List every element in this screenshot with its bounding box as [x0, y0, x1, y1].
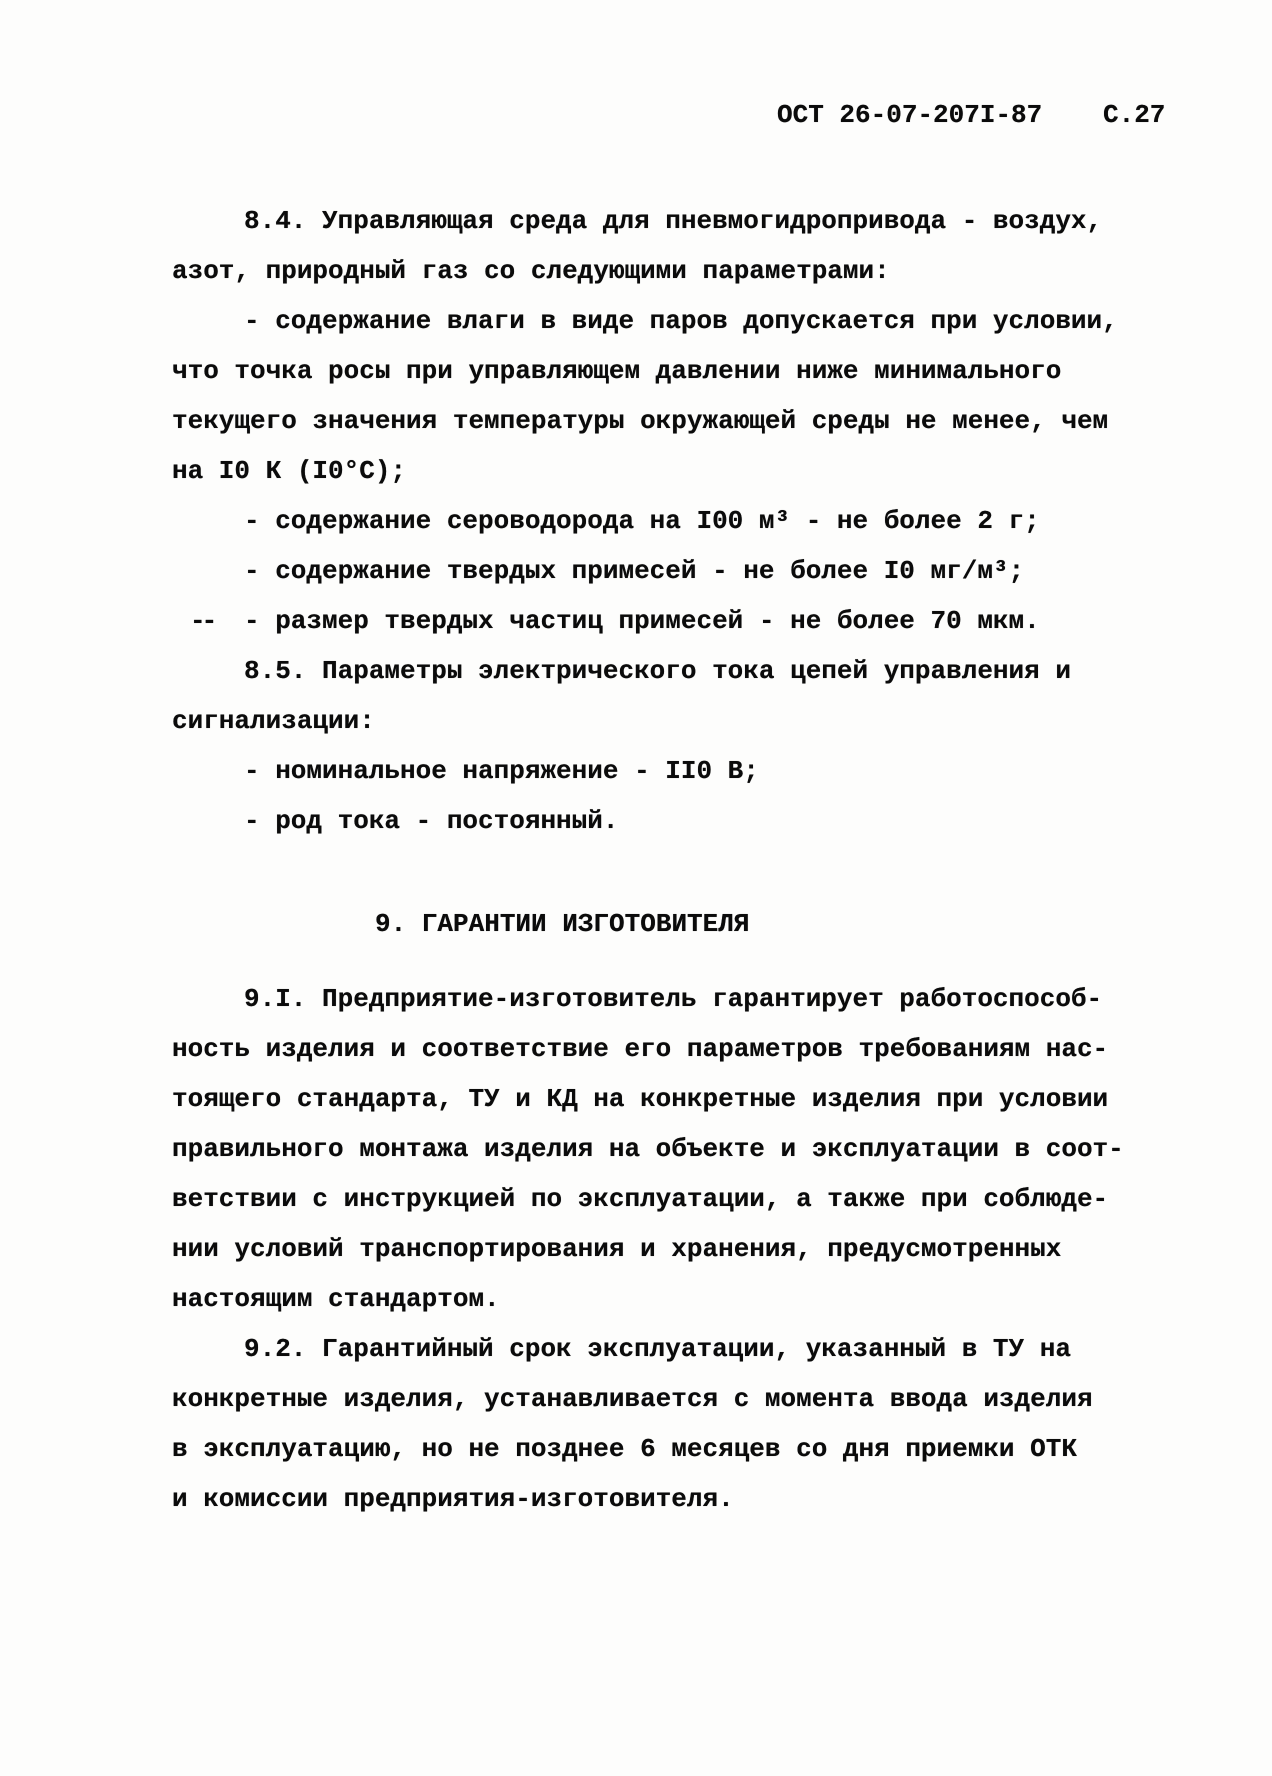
text-line: - содержание сероводорода на I00 м³ - не более 2 г;	[244, 506, 1040, 536]
text-line: - род тока - постоянный.	[244, 806, 619, 836]
section-9-body	[172, 974, 1124, 1524]
text-line: конкретные изделия, устанавливается с момента ввода изделия	[172, 1384, 1093, 1414]
text-line: сигнализации:	[172, 706, 375, 736]
header-doc-number: ОСТ 26-07-207I-87	[777, 100, 1043, 130]
text-line: правильного монтажа изделия на объекте и эксплуатации в соот-	[172, 1134, 1124, 1164]
text-line: 8.4. Управляющая среда для пневмогидропривода - воздух,	[244, 206, 1103, 236]
text-line: ветствии с инструкцией по эксплуатации, а также при соблюде-	[172, 1184, 1109, 1214]
text-line: 8.5. Параметры электрического тока цепей управления и	[244, 656, 1071, 686]
text-line: нии условий транспортирования и хранения, предусмотренных	[172, 1234, 1062, 1264]
margin-correction-mark: --	[190, 606, 214, 636]
text-line: тоящего стандарта, ТУ и КД на конкретные изделия при условии	[172, 1084, 1109, 1114]
text-line: азот, природный газ со следующими параметрами:	[172, 256, 890, 286]
text-line: на I0 К (I0°С);	[172, 456, 407, 486]
text-line: 9.I. Предприятие-изготовитель гарантирует работоспособ-	[244, 984, 1103, 1014]
text-line: - содержание влаги в виде паров допускается при условии,	[244, 306, 1118, 336]
header-page-number: С.27	[1103, 100, 1166, 130]
text-line: 9.2. Гарантийный срок эксплуатации, указанный в ТУ на	[244, 1334, 1071, 1364]
text-line: настоящим стандартом.	[172, 1284, 500, 1314]
text-line: текущего значения температуры окружающей среды не менее, чем	[172, 406, 1109, 436]
text-line: - содержание твердых примесей - не более I0 мг/м³;	[244, 556, 1025, 586]
text-line: - размер твердых частиц примесей - не более 70 мкм.	[244, 606, 1040, 636]
section-9-heading: 9. ГАРАНТИИ ИЗГОТОВИТЕЛЯ	[375, 909, 750, 939]
text-line: - номинальное напряжение - II0 В;	[244, 756, 759, 786]
text-line: и комиссии предприятия-изготовителя.	[172, 1484, 734, 1514]
section-8-body	[172, 196, 1118, 846]
text-line: ность изделия и соответствие его параметров требованиям нас-	[172, 1034, 1109, 1064]
text-line: что точка росы при управляющем давлении ниже минимального	[172, 356, 1062, 386]
text-line: в эксплуатацию, но не позднее 6 месяцев со дня приемки ОТК	[172, 1434, 1077, 1464]
